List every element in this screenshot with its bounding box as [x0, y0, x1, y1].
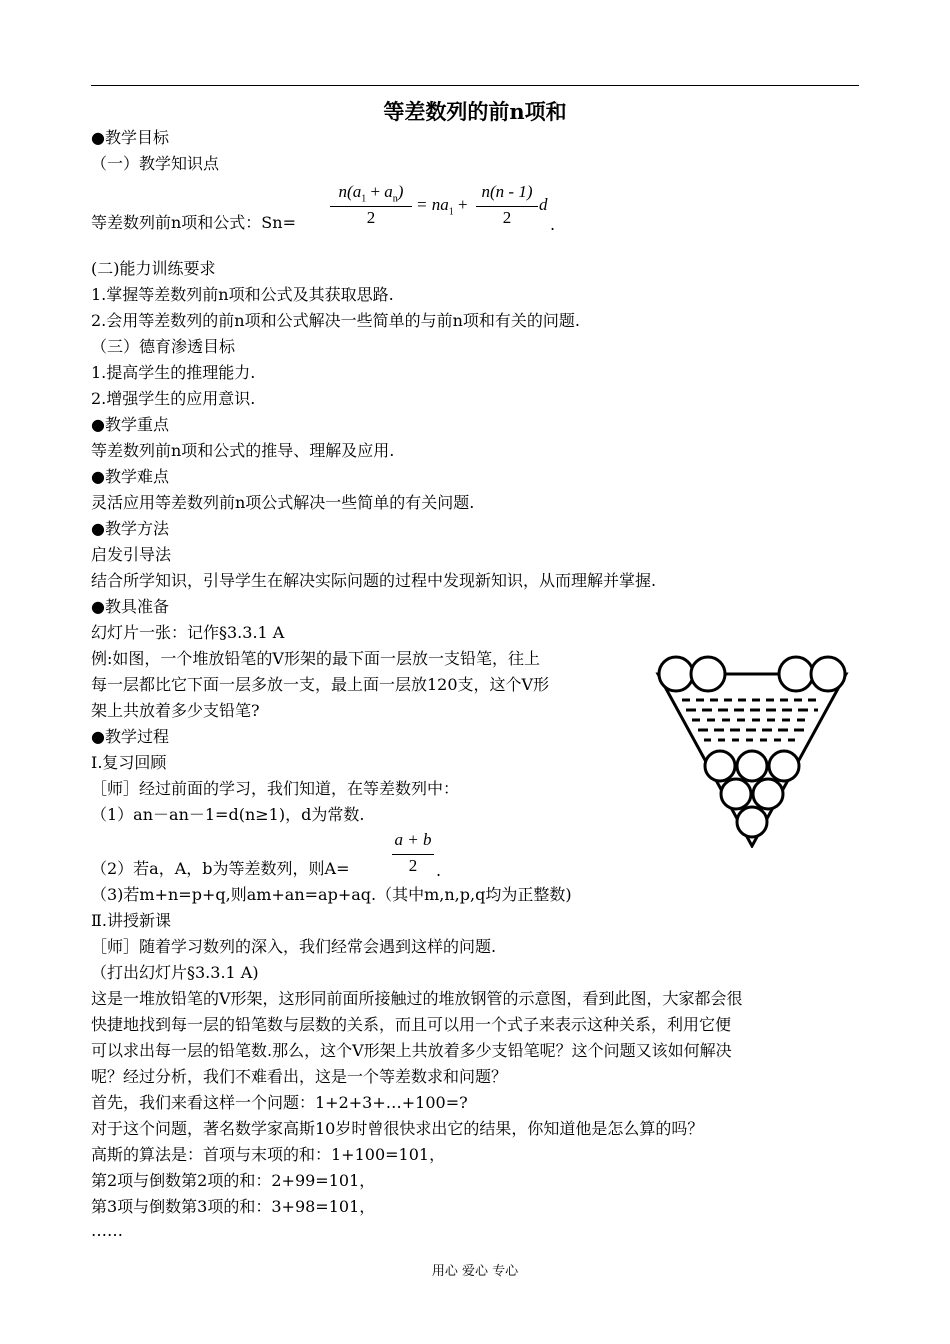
heading-teaching-goals: ●教学目标 — [91, 128, 169, 147]
key-points-text: 等差数列前n项和公式的推导、理解及应用. — [91, 441, 395, 460]
review-item-1: （1）an－an－1=d(n≥1)，d为常数. — [91, 805, 365, 824]
moral-item-2: 2.增强学生的应用意识. — [91, 389, 256, 408]
page-footer: 用心 爱心 专心 — [431, 1264, 519, 1279]
methods-text-2: 结合所学知识，引导学生在解决实际问题的过程中发现新知识，从而理解并掌握. — [91, 571, 657, 590]
ability-item-1: 1.掌握等差数列前n项和公式及其获取思路. — [91, 285, 394, 304]
mean-formula-fraction: a + b 2 — [392, 830, 434, 880]
sum-formula-fraction-2: n(n - 1) 2 — [476, 182, 538, 232]
subheading-moral: （三）德育渗透目标 — [91, 337, 236, 356]
example-line-2: 每一层都比它下面一层多放一支，最上面一层放120支，这个V形 — [91, 675, 550, 694]
lesson-slide-note: （打出幻灯片§3.3.1 A) — [91, 963, 259, 982]
ability-item-2: 2.会用等差数列的前n项和公式解决一些简单的与前n项和有关的问题. — [91, 311, 580, 330]
gauss-question: 首先，我们来看这样一个问题：1+2+3+…+100=? — [91, 1093, 468, 1112]
section-review: Ⅰ.复习回顾 — [91, 753, 167, 772]
formula-period: . — [550, 215, 556, 234]
gauss-method-1: 高斯的算法是：首项与末项的和：1+100=101， — [91, 1145, 446, 1164]
pencil-circles — [659, 657, 845, 837]
formula-label: 等差数列前n项和公式：Sn= — [91, 213, 296, 232]
lesson-paragraph-1: 这是一堆放铅笔的V形架，这形同前面所接触过的堆放钢管的示意图，看到此图，大家都会很 — [91, 989, 743, 1008]
ellipsis: …… — [91, 1221, 123, 1240]
mean-formula-period: . — [436, 861, 442, 880]
sum-formula-d: d — [539, 195, 548, 214]
section-new-lesson: Ⅱ.讲授新课 — [91, 911, 171, 930]
moral-item-1: 1.提高学生的推理能力. — [91, 363, 256, 382]
review-item-2: （2）若a，A，b为等差数列，则A= — [91, 859, 350, 878]
example-line-1: 例:如图，一个堆放铅笔的V形架的最下面一层放一支铅笔，往上 — [91, 649, 540, 668]
gauss-story: 对于这个问题，著名数学家高斯10岁时曾很快求出它的结果，你知道他是怎么算的吗？ — [91, 1119, 704, 1138]
heading-difficulties: ●教学难点 — [91, 467, 169, 486]
lesson-paragraph-4: 呢？经过分析，我们不难看出，这是一个等差数求和问题？ — [91, 1067, 508, 1086]
review-intro: ［师］经过前面的学习，我们知道，在等差数列中： — [91, 779, 460, 798]
example-line-3: 架上共放着多少支铅笔? — [91, 701, 260, 720]
v-rack-figure — [652, 652, 852, 848]
heading-process: ●教学过程 — [91, 727, 169, 746]
page-title: 等差数列的前n项和 — [383, 99, 567, 124]
materials-text: 幻灯片一张：记作§3.3.1 A — [91, 623, 285, 642]
lesson-intro: ［师］随着学习数列的深入，我们经常会遇到这样的问题. — [91, 937, 497, 956]
subheading-knowledge: （一）教学知识点 — [91, 154, 220, 173]
subheading-ability: (二)能力训练要求 — [91, 259, 216, 278]
heading-methods: ●教学方法 — [91, 519, 169, 538]
difficulties-text: 灵活应用等差数列前n项公式解决一些简单的有关问题. — [91, 493, 475, 512]
lesson-paragraph-2: 快捷地找到每一层的铅笔数与层数的关系，而且可以用一个式子来表示这种关系，利用它便 — [91, 1015, 732, 1034]
heading-key-points: ●教学重点 — [91, 415, 169, 434]
header-rule — [91, 85, 859, 86]
review-item-3: （3)若m+n=p+q,则am+an=ap+aq.（其中m,n,p,q均为正整数) — [91, 885, 572, 904]
lesson-paragraph-3: 可以求出每一层的铅笔数.那么，这个V形架上共放着多少支铅笔呢？这个问题又该如何解决 — [91, 1041, 732, 1060]
methods-text-1: 启发引导法 — [91, 545, 172, 564]
heading-materials: ●教具准备 — [91, 597, 169, 616]
sum-formula-fraction-1: $n(a_1 + a_n)$ 2 — [330, 182, 412, 232]
gauss-method-3: 第3项与倒数第3项的和：3+98=101， — [91, 1197, 376, 1216]
gauss-method-2: 第2项与倒数第2项的和：2+99=101， — [91, 1171, 376, 1190]
sum-formula-middle: = $na_1$ + — [416, 195, 468, 218]
